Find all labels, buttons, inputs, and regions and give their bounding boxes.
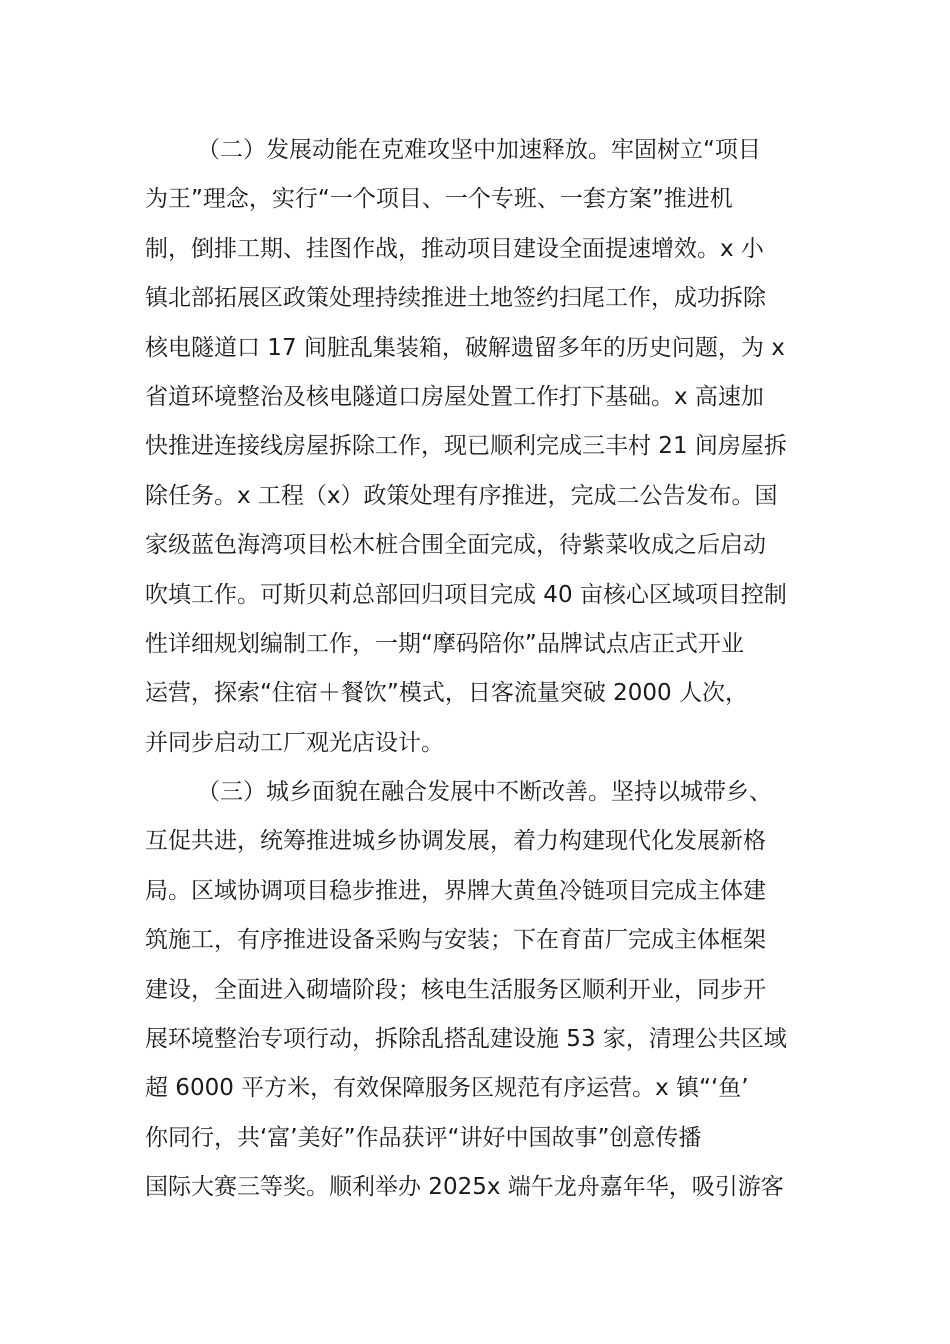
paragraph-line: 建设，全面进入砌墙阶段；核电生活服务区顺利开业，同步开 — [145, 976, 766, 1003]
paragraph-line: 快推进连接线房屋拆除工作，现已顺利完成三丰村 21 间房屋拆 — [145, 433, 787, 460]
paragraph-line: 制，倒排工期、挂图作战，推动项目建设全面提速增效。x 小 — [145, 235, 764, 262]
paragraph-line: 展环境整治专项行动，拆除乱搭乱建设施 53 家，清理公共区域 — [145, 1026, 787, 1053]
paragraph-line: （三）城乡面貌在融合发展中不断改善。坚持以城带乡、 — [197, 779, 772, 806]
paragraph-line: （二）发展动能在克难攻坚中加速释放。牢固树立“项目 — [197, 137, 761, 163]
paragraph-line: 性详细规划编制工作，一期“摩码陪你”品牌试点店正式开业 — [145, 630, 744, 657]
paragraph-line: 你同行，共‘富’美好”作品获评“讲好中国故事”创意传播 — [145, 1124, 702, 1151]
paragraph-line: 家级蓝色海湾项目松木桩合围全面完成，待紫菜收成之后启动 — [145, 532, 766, 559]
paragraph-line: 互促共进，统筹推进城乡协调发展，着力构建现代化发展新格 — [145, 828, 766, 855]
paragraph-line: 除任务。x 工程（x）政策处理有序推进，完成二公告发布。国 — [145, 482, 778, 509]
paragraph-urban-rural — [145, 768, 807, 1213]
document-body — [145, 126, 807, 1213]
paragraph-line: 局。区域协调项目稳步推进，界牌大黄鱼冷链项目完成主体建 — [145, 877, 766, 904]
paragraph-line: 并同步启动工厂观光店设计。 — [145, 729, 444, 756]
paragraph-line: 镇北部拓展区政策处理持续推进土地签约扫尾工作，成功拆除 — [145, 285, 766, 312]
paragraph-line: 运营，探索“住宿＋餐饮”模式，日客流量突破 2000 人次， — [145, 680, 748, 707]
paragraph-line: 为王”理念，实行“一个项目、一个专班、一套方案”推进机 — [145, 186, 733, 213]
paragraph-line: 省道环境整治及核电隧道口房屋处置工作打下基础。x 高速加 — [145, 383, 764, 410]
paragraph-line: 超 6000 平方米，有效保障服务区规范有序运营。x 镇“‘鱼’ — [145, 1075, 749, 1102]
paragraph-development-momentum — [145, 126, 807, 768]
paragraph-line: 筑施工，有序推进设备采购与安装；下在育苗厂完成主体框架 — [145, 927, 766, 954]
paragraph-line: 核电隧道口 17 间脏乱集装箱，破解遗留多年的历史问题，为 x — [145, 334, 785, 361]
paragraph-line: 国际大赛三等奖。顺利举办 2025x 端午龙舟嘉年华，吸引游客 — [145, 1174, 784, 1201]
paragraph-line: 吹填工作。可斯贝莉总部回归项目完成 40 亩核心区域项目控制 — [145, 581, 787, 608]
